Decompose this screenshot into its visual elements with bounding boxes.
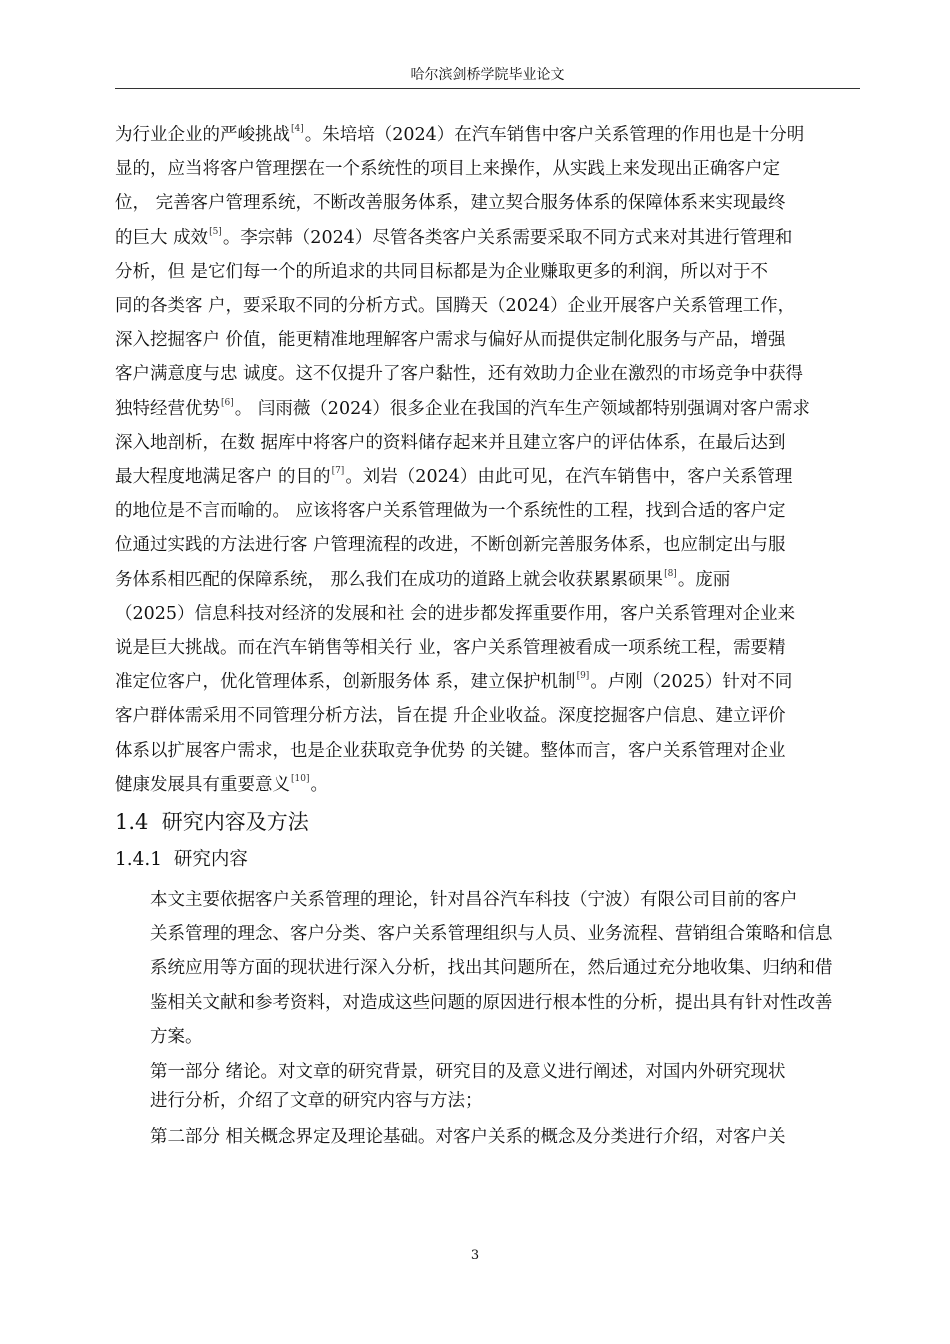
- section-heading: [115, 807, 865, 837]
- line-text: 。: [310, 774, 328, 795]
- text-line: [115, 357, 865, 391]
- line-text: 位通过实践的方法进行客 户管理流程的改进，不断创新完善服务体系，也应制定出与服: [115, 535, 786, 556]
- text-line: [115, 1120, 865, 1154]
- text-line: [115, 563, 865, 597]
- line-text: 。 闫雨薇（2024）很多企业在我国的汽车生产领域都特别强调对客户需求: [234, 398, 810, 419]
- text-line: [115, 528, 865, 562]
- text-line: [115, 1087, 865, 1116]
- research-intro-paragraph: [115, 883, 865, 1054]
- line-text: 的地位是不言而喻的。 应该将客户关系管理做为一个系统性的工程，找到合适的客户定: [115, 501, 786, 522]
- line-text: （2025）信息科技对经济的发展和社 会的进步都发挥重要作用，客户关系管理对企业来: [115, 603, 796, 624]
- text-line: [115, 699, 865, 733]
- line-text: 体系以扩展客户需求，也是企业获取竞争优势 的关键。整体而言，客户关系管理对企业: [115, 740, 786, 761]
- line-text: 客户群体需采用不同管理分析方法，旨在提 升企业收益。深度挖掘客户信息、建立评价: [115, 706, 786, 727]
- text-line: [115, 426, 865, 460]
- text-line: [115, 118, 865, 152]
- citation-ref: [4]: [291, 124, 304, 134]
- text-line: [115, 221, 865, 255]
- text-line: [115, 255, 865, 289]
- line-text: 鉴相关文献和参考资料，对造成这些问题的原因进行根本性的分析，提出具有针对性改善: [150, 992, 833, 1013]
- line-text: 务体系相匹配的保障系统， 那么我们在成功的道路上就会收获累累硕果: [115, 569, 664, 590]
- text-line: [115, 734, 865, 768]
- page-number: 3: [470, 1248, 480, 1263]
- line-text: 进行分析，介绍了文章的研究内容与方法；: [150, 1091, 483, 1112]
- text-line: [115, 631, 865, 665]
- line-text: 同的各类客 户，要采取不同的分析方式。国腾天（2024）企业开展客户关系管理工作，: [115, 296, 796, 317]
- line-text: 独特经营优势: [115, 398, 220, 419]
- citation-ref: [10]: [291, 773, 310, 784]
- line-text: 系统应用等方面的现状进行深入分析，找出其问题所在，然后通过充分地收集、归纳和借: [150, 958, 833, 979]
- part-two-paragraph: [115, 1120, 865, 1154]
- line-text: 位， 完善客户管理系统，不断改善服务体系，建立契合服务体系的保障体系来实现最终: [115, 193, 786, 214]
- text-line: [115, 494, 865, 528]
- line-text: 为行业企业的严峻挑战: [115, 125, 290, 145]
- text-line: [115, 917, 865, 951]
- line-text: 。卢刚（2025）针对不同: [590, 672, 793, 693]
- text-line: [115, 152, 865, 186]
- section-number: 1.4: [115, 810, 149, 835]
- header-title: 哈尔滨剑桥学院毕业论文: [410, 67, 565, 83]
- line-text: 第一部分 绪论。对文章的研究背景，研究目的及意义进行阐述，对国内外研究现状: [150, 1062, 786, 1083]
- section-title: 研究内容及方法: [161, 810, 309, 835]
- text-line: [115, 323, 865, 357]
- body-text: [115, 118, 865, 1154]
- line-text: 健康发展具有重要意义: [115, 774, 290, 795]
- line-text: 的巨大 成效: [115, 227, 209, 248]
- line-text: 。李宗韩（2024）尽管各类客户关系需要采取不同方式来对其进行管理和: [222, 227, 793, 248]
- line-text: 本文主要依据客户关系管理的理论，针对昌谷汽车科技（宁波）有限公司目前的客户: [150, 890, 798, 911]
- text-line: [115, 392, 865, 426]
- text-line: [115, 665, 865, 699]
- line-text: 深入挖掘客户 价值，能更精准地理解客户需求与偏好从而提供定制化服务与产品，增强: [115, 330, 786, 351]
- text-line: [115, 951, 865, 985]
- subsection-heading: [115, 845, 865, 875]
- page-header: [115, 64, 860, 89]
- line-text: 准定位客户，优化管理体系，创新服务体 系，建立保护机制: [115, 672, 576, 693]
- text-line: [115, 186, 865, 220]
- text-line: [115, 289, 865, 323]
- line-text: 第二部分 相关概念界定及理论基础。对客户关系的概念及分类进行介绍，对客户关: [150, 1127, 786, 1148]
- text-line: [115, 986, 865, 1020]
- line-text: 。刘岩（2024）由此可见，在汽车销售中，客户关系管理: [345, 467, 793, 488]
- citation-ref: [9]: [576, 671, 590, 682]
- line-text: 方案。: [150, 1026, 203, 1047]
- text-line: [115, 768, 865, 802]
- text-line: [115, 1020, 865, 1054]
- line-text: 客户满意度与忠 诚度。这不仅提升了客户黏性，还有效助力企业在激烈的市场竞争中获得: [115, 364, 804, 385]
- citation-ref: [6]: [221, 397, 234, 408]
- literature-review-paragraph: [115, 118, 865, 802]
- line-text: 。朱培培（2024）在汽车销售中客户关系管理的作用也是十分明: [304, 125, 805, 145]
- line-text: 说是巨大挑战。而在汽车销售等相关行 业，客户关系管理被看成一项系统工程，需要精: [115, 638, 786, 659]
- citation-ref: [8]: [664, 568, 677, 579]
- text-line: [115, 460, 865, 494]
- line-text: 显的，应当将客户管理摆在一个系统性的项目上来操作，从实践上来发现出正确客户定: [115, 159, 780, 180]
- subsection-title: 研究内容: [173, 849, 248, 871]
- line-text: 。庞丽: [677, 569, 731, 590]
- citation-ref: [7]: [331, 466, 345, 477]
- line-text: 分析，但 是它们每一个的所追求的共同目标都是为企业赚取更多的利润，所以对于不: [115, 261, 769, 282]
- text-line: [115, 883, 865, 917]
- text-line: [115, 597, 865, 631]
- text-line: [115, 1058, 865, 1087]
- line-text: 深入地剖析，在数 据库中将客户的资料储存起来并且建立客户的评估体系，在最后达到: [115, 432, 786, 453]
- citation-ref: [5]: [209, 226, 222, 237]
- subsection-number: 1.4.1: [115, 849, 163, 871]
- line-text: 最大程度地满足客户 的目的: [115, 467, 331, 488]
- part-one-paragraph: [115, 1058, 865, 1116]
- line-text: 关系管理的理念、客户分类、客户关系管理组织与人员、业务流程、营销组合策略和信息: [150, 924, 833, 945]
